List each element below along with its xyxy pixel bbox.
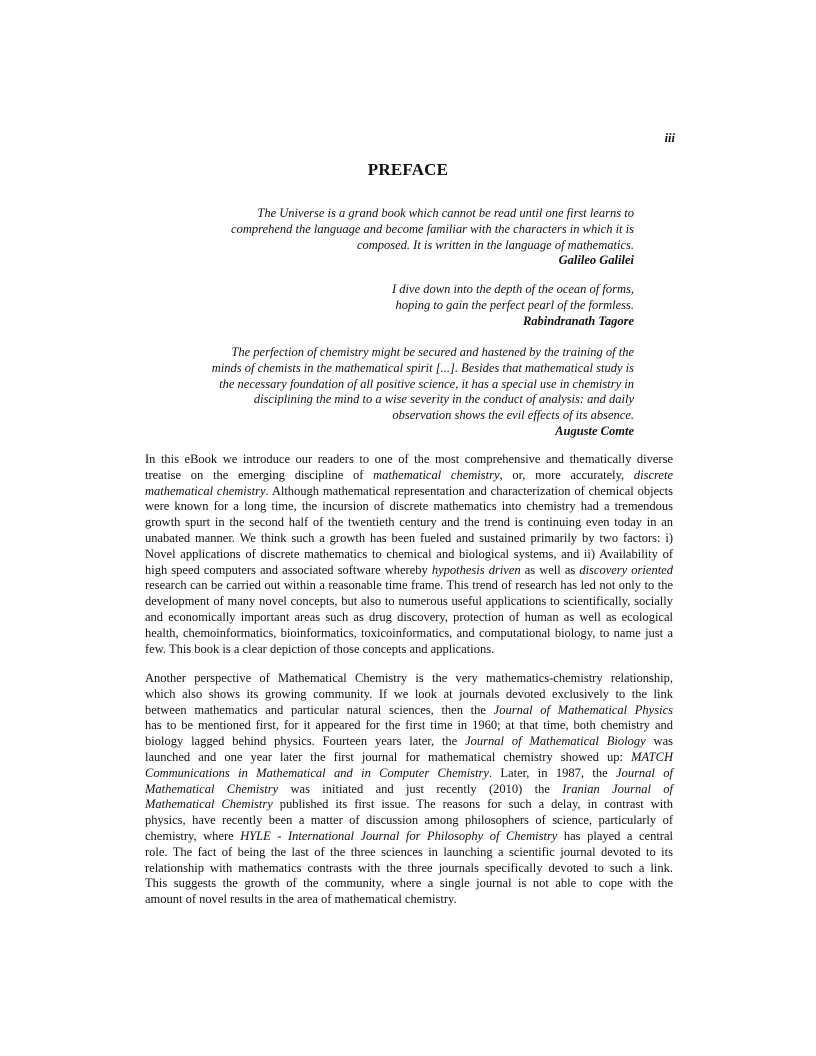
epigraph-line: I dive down into the depth of the ocean of forms, — [392, 282, 634, 296]
paragraph-line: This suggests the growth of the community, where a single journal is not able to cope with the — [145, 876, 673, 891]
paragraph-line: Another perspective of Mathematical Chemistry is the very mathematics-chemistry relationship, — [145, 671, 673, 685]
paragraph-line: research can be carried out within a reasonable time frame. This trend of research has led not only to the — [145, 578, 673, 593]
paragraph-line: mathematical chemistry. Although mathematical representation and characterization of chemical objects — [145, 483, 674, 498]
paragraph-line: Novel applications of discrete mathematics to chemical and biological systems, and ii) Availability of — [145, 546, 673, 561]
epigraph-line: The perfection of chemistry might be secured and hastened by the training of the — [231, 345, 634, 359]
paragraph-line: high speed computers and associated software whereby hypothesis driven as well as discovery oriented — [145, 562, 673, 577]
epigraph-author: Galileo Galilei — [558, 253, 634, 268]
paragraph-line: Communications in Mathematical and in Computer Chemistry. Later, in 1987, the Journal of — [145, 765, 673, 780]
paragraph-line: amount of novel results in the area of mathematical chemistry. — [145, 892, 457, 907]
paragraph-line: were known for a long time, the incursion of discrete mathematics into chemistry had a tremendous — [145, 499, 673, 514]
paragraph-line: In this eBook we introduce our readers to one of the most comprehensive and thematically diverse — [145, 452, 673, 466]
epigraph-line: composed. It is written in the language of mathematics. — [356, 237, 634, 252]
paragraph-line: Mathematical Chemistry was initiated and just recently (2010) the Iranian Journal of — [145, 781, 674, 796]
epigraph-comte — [212, 345, 634, 440]
page-number: iii — [664, 131, 675, 145]
epigraph-line: disciplining the mind to a wise severity in the conduct of analysis: and daily — [253, 392, 634, 407]
paragraph-line: relationship with mathematics contrasts with the three journals specifically devoted to such a link. — [145, 860, 673, 875]
epigraph-line: observation shows the evil effects of its absence. — [392, 408, 634, 423]
epigraph-line: hoping to gain the perfect pearl of the formless. — [395, 297, 634, 312]
epigraph-line: the necessary foundation of all positive science, it has a special use in chemistry in — [219, 376, 634, 391]
epigraph-tagore — [392, 282, 634, 329]
paragraph-line: which also shows its growing community. If we look at journals devoted exclusively to the link — [145, 686, 673, 701]
epigraph-line: comprehend the language and become familiar with the characters in which it is — [231, 221, 634, 236]
paragraph-line: and economically important areas such as drug discovery, protection of human as well as ecological — [145, 609, 673, 624]
paragraph-line: growth spurt in the second half of the twentieth century and the trend is continuing even today in an — [145, 515, 673, 530]
paragraph-line: has to be mentioned first, for it appeared for the first time in 1960; at that time, both chemistry and — [145, 718, 673, 733]
paragraph-line: unabated manner. We think such a growth has been fueled and sustained primarily by two factors: i) — [145, 530, 673, 545]
body-paragraph-intro — [145, 452, 673, 657]
epigraph-line: The Universe is a grand book which cannot be read until one first learns to — [257, 206, 634, 220]
epigraph-author: Auguste Comte — [555, 423, 634, 438]
paragraph-line: health, chemoinformatics, bioinformatics, toxicoinformatics, and computational biology, to name just a — [145, 625, 673, 640]
paragraph-line: Mathematical Chemistry published its first issue. The reasons for such a delay, in contrast with — [145, 797, 673, 812]
paragraph-line: physics, have recently been a matter of discussion among philosophers of science, particularly of — [145, 813, 673, 828]
epigraph-author: Rabindranath Tagore — [522, 313, 634, 328]
paragraph-line: few. This book is a clear depiction of those concepts and applications. — [145, 641, 495, 656]
paragraph-line: chemistry, where HYLE - International Journal for Philosophy of Chemistry has played a central — [145, 828, 673, 843]
paragraph-line: between mathematics and particular natural sciences, then the Journal of Mathematical Physics — [145, 702, 673, 717]
paragraph-line: launched and one year later the first journal for mathematical chemistry showed up: MATCH — [145, 749, 673, 764]
paragraph-line: biology lagged behind physics. Fourteen years later, the Journal of Mathematical Biology was — [145, 734, 673, 749]
body-paragraph-perspective — [145, 671, 673, 908]
epigraph-line: minds of chemists in the mathematical spirit [...]. Besides that mathematical study is — [211, 360, 634, 375]
page-title: PREFACE — [367, 160, 449, 179]
paragraph-line: development of many novel concepts, but also to numerous useful applications to scientifically, socially — [145, 594, 673, 609]
paragraph-line: role. The fact of being the last of the three sciences in launching a scientific journal devoted to its — [145, 844, 673, 859]
epigraph-galileo — [231, 206, 634, 269]
paragraph-line: treatise on the emerging discipline of mathematical chemistry, or, more accurately, discrete — [145, 467, 673, 482]
